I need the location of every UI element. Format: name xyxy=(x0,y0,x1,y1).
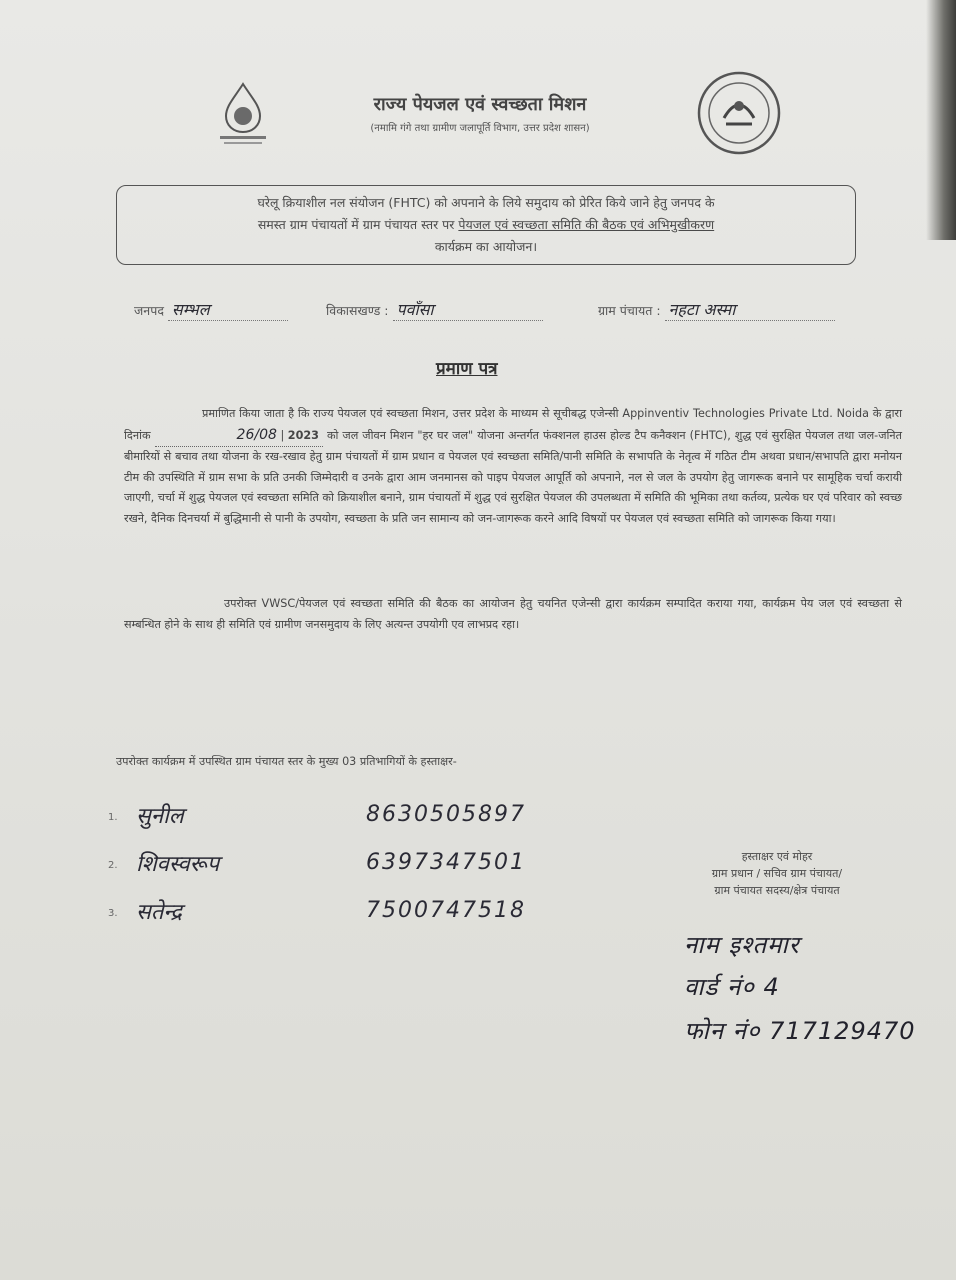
signatory-line-3: ग्राम पंचायत सदस्य/क्षेत्र पंचायत xyxy=(714,884,840,897)
participant-phone: 6397347501 xyxy=(366,850,526,875)
participant-row xyxy=(108,800,578,834)
program-banner xyxy=(116,185,856,265)
certificate-paragraph-2: उपरोक्त VWSC/पेयजल एवं स्वच्छता समिति की बैठक का आयोजन हेतु चयनित एजेन्सी द्वारा कार्यक्रम सम्पादित कराया गया, कार्यक्रम पेय जल एवं स्वच्छता से सम्बन्धित होने के साथ ही समिति एवं ग्रामीण जनसमुदाय के लिए अत्यन्त उपयोगी एव लाभप्रद रहा। xyxy=(124,597,902,631)
banner-line-2-text: समस्त ग्राम पंचायतों में ग्राम पंचायत स्तर पर xyxy=(257,217,459,232)
certificate-title: प्रमाण पत्र xyxy=(436,359,498,379)
government-seal-logo xyxy=(696,70,782,156)
participant-phone: 8630505897 xyxy=(366,802,526,827)
program-date: 26/08 | 2023 xyxy=(155,425,323,448)
participant-phone: 7500747518 xyxy=(366,898,526,923)
participant-number: 1. xyxy=(108,812,118,823)
signatory-line-2: ग्राम प्रधान / सचिव ग्राम पंचायत/ xyxy=(711,867,843,880)
block-value: पवाँसा xyxy=(396,300,434,319)
district-value: सम्भल xyxy=(171,300,210,319)
participant-name: सतेन्द्र xyxy=(136,900,182,925)
background-edge xyxy=(926,0,956,240)
signatory-block xyxy=(672,848,882,899)
panchayat-value: नहटा अस्मा xyxy=(668,300,736,319)
banner-line-2 xyxy=(131,214,841,236)
participants-intro: उपरोक्त कार्यक्रम में उपस्थित ग्राम पंचायत स्तर के मुख्य 03 प्रतिभागियों के हस्ताक्षर- xyxy=(116,755,457,768)
participant-row xyxy=(108,896,578,930)
jal-jeevan-mission-logo xyxy=(212,80,274,150)
certificate-paragraph-1 xyxy=(124,404,902,529)
signatory-name-handwritten: नाम इश्तमार xyxy=(684,931,800,959)
participant-row xyxy=(108,848,578,882)
date-year: 2023 xyxy=(287,428,319,442)
date-handwritten: 26/08 xyxy=(236,426,277,443)
district-label: जनपद xyxy=(134,303,164,318)
header-subtitle: (नमामि गंगे तथा ग्रामीण जलापूर्ति विभाग, उत्तर प्रदेश शासन) xyxy=(370,123,590,134)
participant-name: सुनील xyxy=(136,804,184,829)
paragraph-1-part-a: प्रमाणित किया जाता है कि राज्य पेयजल एवं स्वच्छता मिशन, उत्तर प्रदेश के माध्यम से सूचीबद्ध एजेन्सी Appinventiv Technologies Private Ltd. Noida के द्वारा दिनांक xyxy=(124,407,902,442)
block-field: विकासखण्ड : पवाँसा xyxy=(326,298,543,322)
block-label: विकासखण्ड xyxy=(326,303,381,318)
signatory-ward-handwritten: वार्ड नं० 4 xyxy=(684,973,780,1001)
signatory-phone-handwritten: फोन नं० 717129470 xyxy=(684,1017,916,1045)
header-title: राज्य पेयजल एवं स्वच्छता मिशन xyxy=(373,94,587,115)
signatory-line-1: हस्ताक्षर एवं मोहर xyxy=(741,850,813,863)
paragraph-1-part-b: को जल जीवन मिशन "हर घर जल" योजना अन्तर्गत फंक्शनल हाउस होल्ड टैप कनैक्शन (FHTC), शुद्ध एवं सुरक्षित पेयजल तथा जल-जनित बीमारियों से बचाव तथा योजना के रख-रखाव हेतु ग्राम पंचायतों में ग्राम प्रधान व पेयजल एवं स्वच्छता समिति/पानी समिति के सभापति के नेतृत्व में गठित टीम अथवा प्रधान/सभापति द्वारा मनोयन टीम की उपस्थिति में ग्राम सभा के प्रति उनकी जिम्मेदारी व उनके द्वारा आम जनमानस को पाइप पेयजल आपूर्ति को अपनाने, नल से जल के उपयोग हेतु जागरूक बनाने पर सामूहिक चर्चा करायी जाएगी, चर्चा में शुद्ध पेयजल एवं स्वच्छता समिति को क्रियाशील बनाने, ग्राम पंचायतों में शुद्ध एवं सुरक्षित पेयजल की उपलब्धता में समिति की भूमिका तथा कर्तव्य, प्रत्येक घर एवं परिवार को स्वच्छ रखने, दैनिक दिनचर्या में बुद्धिमानी से पानी के उपयोग, स्वच्छता के प्रति जन सामान्य को जन-जागरूक करने आदि विषयों पर पेयजल एवं स्वच्छता समिति को जागरूक किया गया। xyxy=(124,428,902,525)
district-field xyxy=(134,298,288,322)
panchayat-field: ग्राम पंचायत : नहटा अस्मा xyxy=(598,298,835,322)
banner-line-1: घरेलू क्रियाशील नल संयोजन (FHTC) को अपनाने के लिये समुदाय को प्रेरित किये जाने हेतु जनपद के xyxy=(257,195,715,210)
participant-number: 3. xyxy=(108,908,118,919)
banner-line-2-underlined: पेयजल एवं स्वच्छता समिति की बैठक एवं अभिमुखीकरण xyxy=(458,217,715,232)
participant-number: 2. xyxy=(108,860,118,871)
panchayat-label: ग्राम पंचायत xyxy=(598,303,653,318)
participant-name: शिवस्वरूप xyxy=(136,852,220,877)
banner-line-3: कार्यक्रम का आयोजन। xyxy=(434,239,538,254)
